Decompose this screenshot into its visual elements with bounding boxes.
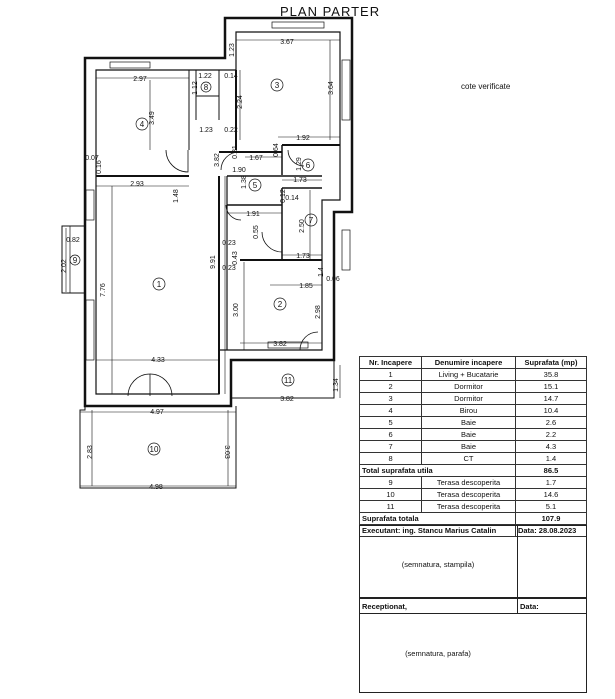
column-header: Nr. Incapere xyxy=(360,357,422,369)
table-cell: Birou xyxy=(422,405,516,417)
table-cell: Baie xyxy=(422,417,516,429)
dimension-label: 1.90 xyxy=(232,167,246,174)
table-cell: 6 xyxy=(360,429,422,441)
dimension-label: 0.43 xyxy=(232,251,239,265)
dimension-label: 2.24 xyxy=(237,95,244,109)
data-label: Data: xyxy=(520,602,539,611)
dimension-label: 1.73 xyxy=(293,177,307,184)
signature-box-1 xyxy=(359,525,587,598)
table-row xyxy=(360,417,587,429)
table-row xyxy=(360,369,587,381)
table-row xyxy=(360,453,587,465)
dimension-label: 1.34 xyxy=(333,378,340,392)
table-cell: 35.8 xyxy=(515,369,586,381)
dimension-label: 0.81 xyxy=(232,145,239,159)
executant-label: Executant: ing. Stancu Marius Catalin xyxy=(360,525,516,537)
signature-parafa-hint: (semnatura, parafa) xyxy=(405,649,471,658)
total-util-value: 86.5 xyxy=(515,465,586,477)
table-cell: 5.1 xyxy=(515,501,586,513)
total-util-label: Total suprafata utila xyxy=(360,465,516,477)
dimension-label: 3.82 xyxy=(273,341,287,348)
dimension-label: 1.12 xyxy=(192,81,199,95)
table-cell: 4 xyxy=(360,405,422,417)
dimension-label: 4.97 xyxy=(150,409,164,416)
table-cell: CT xyxy=(422,453,516,465)
table-cell: 2 xyxy=(360,381,422,393)
dimension-label: 1.67 xyxy=(249,155,263,162)
table-cell: Baie xyxy=(422,441,516,453)
total-value: 107.9 xyxy=(515,513,586,525)
total-row xyxy=(360,513,587,525)
table-cell: 2.6 xyxy=(515,417,586,429)
column-header: Suprafata (mp) xyxy=(515,357,586,369)
table-cell: 9 xyxy=(360,477,422,489)
table-cell: Terasa descoperita xyxy=(422,477,516,489)
dimension-label: 4.33 xyxy=(151,357,165,364)
room-number-label: 7 xyxy=(308,216,314,225)
dimension-label: 3.00 xyxy=(233,303,240,317)
dimension-label: 2.98 xyxy=(315,305,322,319)
table-row xyxy=(360,381,587,393)
dimension-label: 1.85 xyxy=(299,283,313,290)
table-cell: 3 xyxy=(360,393,422,405)
date-label: Data: 28.08.2023 xyxy=(515,525,586,537)
table-cell: Dormitor xyxy=(422,381,516,393)
total-util-row xyxy=(360,465,587,477)
dimension-label: 2.93 xyxy=(130,181,144,188)
dimension-label: 3.64 xyxy=(328,81,335,95)
table-row xyxy=(360,393,587,405)
dimension-label: 0.23 xyxy=(222,265,236,272)
dimension-label: 1.23 xyxy=(199,127,213,134)
table-header-row xyxy=(360,357,587,369)
dimension-label: 9.91 xyxy=(210,255,217,269)
table-cell: 2.2 xyxy=(515,429,586,441)
table-cell: 1 xyxy=(360,369,422,381)
table-cell: Baie xyxy=(422,429,516,441)
dimension-label: 4.98 xyxy=(149,484,163,491)
room-number-label: 6 xyxy=(305,161,311,170)
table-cell: Living + Bucatarie xyxy=(422,369,516,381)
dimension-label: 2.50 xyxy=(299,219,306,233)
receptionat-label: Receptionat, xyxy=(362,602,408,611)
dimension-label: 1.92 xyxy=(296,135,310,142)
dimension-label: 0.12 xyxy=(280,189,287,203)
table-cell: 1.7 xyxy=(515,477,586,489)
dimension-label: 3.82 xyxy=(214,153,221,167)
signature-box-2 xyxy=(359,598,587,693)
room-number-label: 1 xyxy=(156,280,162,289)
room-number-label: 3 xyxy=(274,81,280,90)
dimension-label: 7.76 xyxy=(100,283,107,297)
dimension-label: 0.23 xyxy=(222,240,236,247)
table-row xyxy=(360,405,587,417)
table-cell: 15.1 xyxy=(515,381,586,393)
dimension-label: 1.23 xyxy=(229,43,236,57)
table-row xyxy=(360,489,587,501)
dimension-label: 2.83 xyxy=(87,445,94,459)
dimension-label: 1.4 xyxy=(318,267,325,277)
table-cell: Terasa descoperita xyxy=(422,501,516,513)
dimension-label: 3.67 xyxy=(280,39,294,46)
room-number-label: 5 xyxy=(252,181,258,190)
dimension-label: 1.91 xyxy=(246,211,260,218)
dimension-label: 1.38 xyxy=(241,175,248,189)
table-cell: 4.3 xyxy=(515,441,586,453)
table-cell: 10 xyxy=(360,489,422,501)
dimension-label: 0.55 xyxy=(253,225,260,239)
room-number-label: 9 xyxy=(72,256,78,265)
room-number-label: 10 xyxy=(149,445,159,454)
table-cell: Terasa descoperita xyxy=(422,489,516,501)
dimension-label: 0.14 xyxy=(224,73,238,80)
dimension-label: 0.07 xyxy=(85,155,99,162)
signature-stamp-hint: (semnatura, stampila) xyxy=(401,560,475,569)
dimension-label: 2.02 xyxy=(61,259,68,273)
table-row xyxy=(360,501,587,513)
room-number-label: 11 xyxy=(283,376,293,385)
dimension-label: 0.22 xyxy=(224,127,238,134)
dimension-label: 0.14 xyxy=(285,195,299,202)
dimension-label: 0.16 xyxy=(96,160,103,174)
room-area-table xyxy=(359,356,587,537)
table-row xyxy=(360,441,587,453)
table-cell: Dormitor xyxy=(422,393,516,405)
dimension-label: 3.49 xyxy=(149,111,156,125)
dimension-label: 2.97 xyxy=(133,76,147,83)
dimension-label: 3.82 xyxy=(280,396,294,403)
dimension-label: 1.29 xyxy=(296,157,303,171)
dimension-label: 1.48 xyxy=(173,189,180,203)
dimension-label: 0.64 xyxy=(273,143,280,157)
room-number-label: 2 xyxy=(277,300,283,309)
dimension-label: 1.73 xyxy=(296,253,310,260)
table-row xyxy=(360,477,587,489)
table-cell: 1.4 xyxy=(515,453,586,465)
verified-note: cote verificate xyxy=(461,82,511,91)
column-header: Denumire incapere xyxy=(422,357,516,369)
table-cell: 10.4 xyxy=(515,405,586,417)
room-number-label: 8 xyxy=(203,83,209,92)
plan-title: PLAN PARTER xyxy=(280,4,381,19)
terrace-11 xyxy=(231,360,334,398)
room-number-label: 4 xyxy=(139,120,145,129)
total-label: Suprafata totala xyxy=(360,513,516,525)
dimension-label: 1.22 xyxy=(198,73,212,80)
table-cell: 5 xyxy=(360,417,422,429)
dimension-label: 0.82 xyxy=(66,237,80,244)
table-cell: 11 xyxy=(360,501,422,513)
table-cell: 14.7 xyxy=(515,393,586,405)
table-row xyxy=(360,429,587,441)
dimension-label: 0.06 xyxy=(326,276,340,283)
table-cell: 7 xyxy=(360,441,422,453)
dimension-label: 3.03 xyxy=(223,445,230,459)
table-cell: 14.6 xyxy=(515,489,586,501)
table-cell: 8 xyxy=(360,453,422,465)
